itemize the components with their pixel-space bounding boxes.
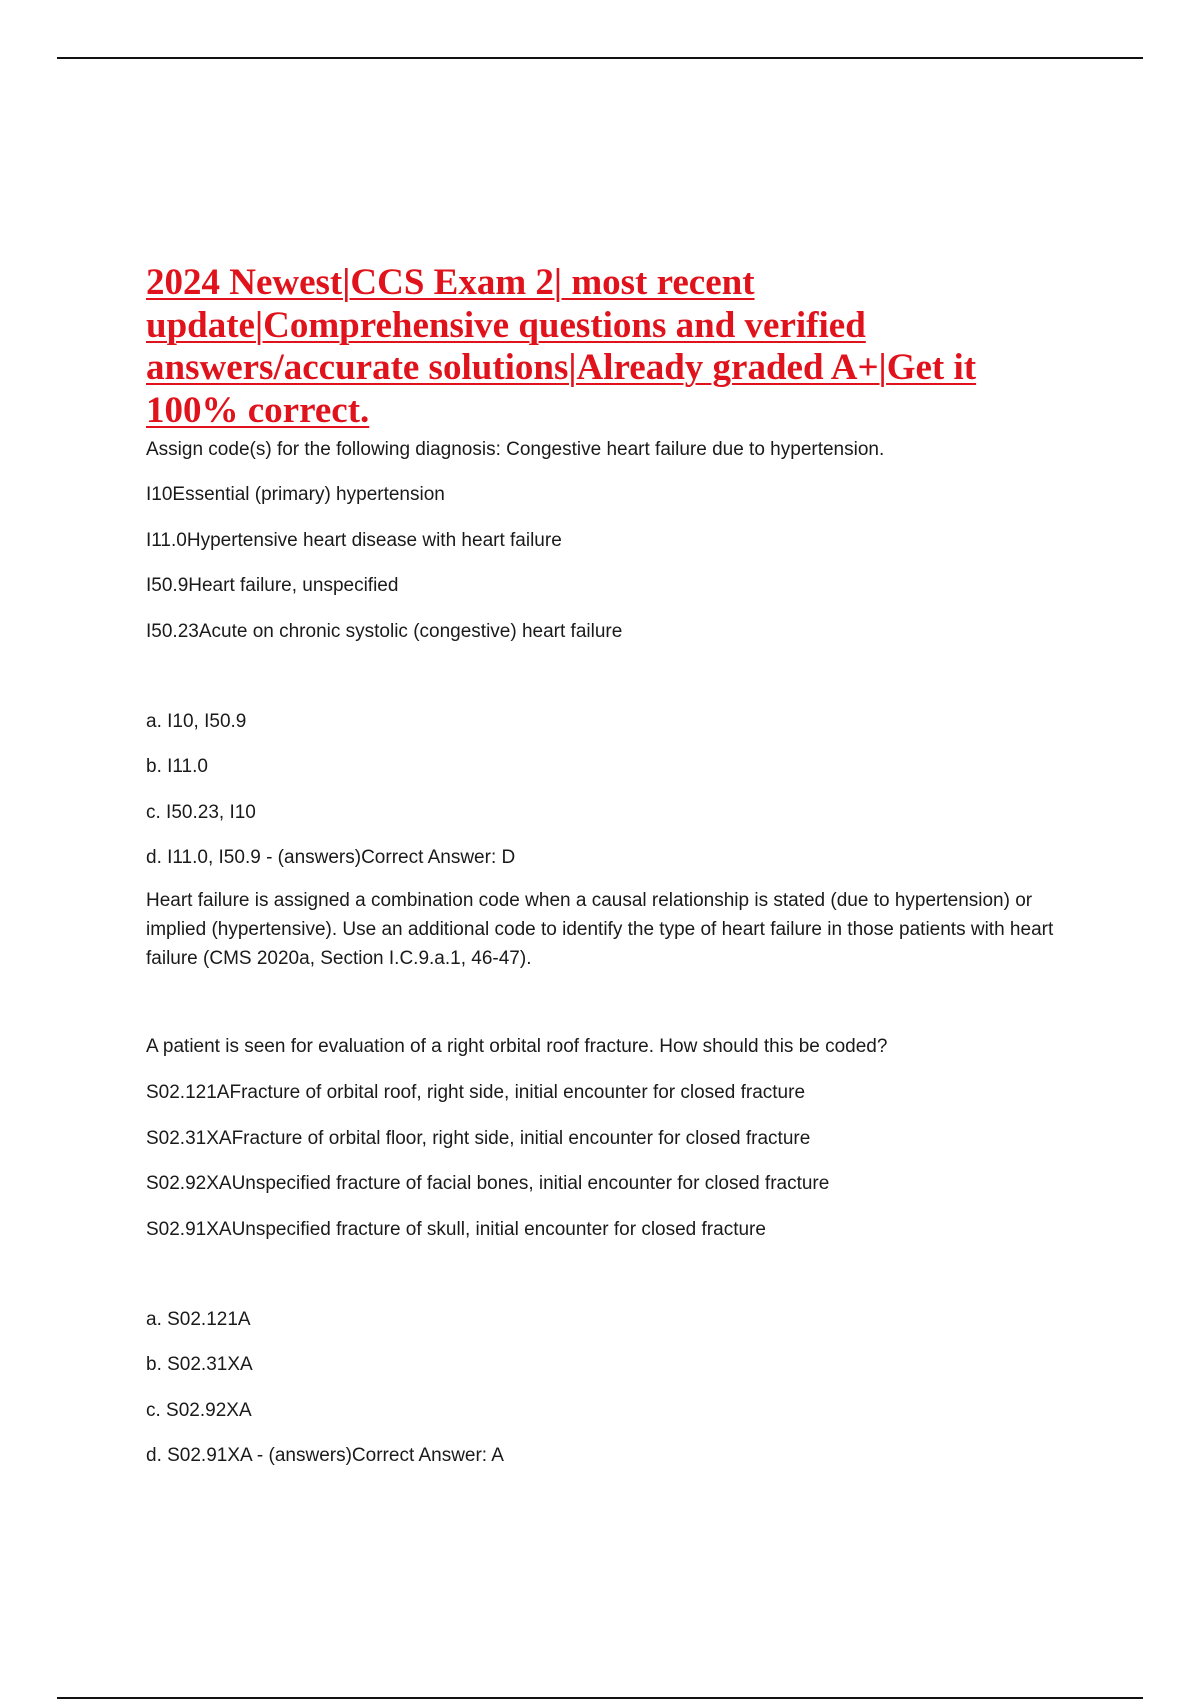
question-prompt: Assign code(s) for the following diagnosis: Congestive heart failure due to hypertension. <box>146 439 885 460</box>
answer-explanation: Heart failure is assigned a combination code when a causal relationship is stated (due to hypertension) or implied (hypertensive). Use an additional code to identify the type of heart failure in those patients with heart failure (CMS 2020a, Section I.C.9.a.1, 46-47). <box>146 890 1054 969</box>
code-line: S02.121AFracture of orbital roof, right side, initial encounter for closed fracture <box>146 1082 806 1103</box>
question-1 <box>146 438 1066 973</box>
code-line: I11.0Hypertensive heart disease with heart failure <box>146 530 562 551</box>
document-title: 2024 Newest|CCS Exam 2| most recent update|Comprehensive questions and verified answers/accurate solutions|Already graded A+|Get it 100% correct. <box>146 262 977 431</box>
bottom-rule <box>57 1697 1143 1699</box>
code-line: I10Essential (primary) hypertension <box>146 484 445 505</box>
answer-option: c. I50.23, I10 <box>146 802 256 823</box>
code-line: S02.31XAFracture of orbital floor, right side, initial encounter for closed fracture <box>146 1128 811 1149</box>
answer-option: b. S02.31XA <box>146 1354 253 1375</box>
answer-option: a. S02.121A <box>146 1309 251 1330</box>
code-line: S02.92XAUnspecified fracture of facial bones, initial encounter for closed fracture <box>146 1173 830 1194</box>
answer-option-correct: d. S02.91XA - (answers)Correct Answer: A <box>146 1445 504 1466</box>
question-prompt: A patient is seen for evaluation of a right orbital roof fracture. How should this be coded? <box>146 1036 888 1057</box>
answer-option: a. I10, I50.9 <box>146 711 247 732</box>
code-line: I50.23Acute on chronic systolic (congestive) heart failure <box>146 621 623 642</box>
answer-option: b. I11.0 <box>146 756 208 777</box>
answer-option-correct: d. I11.0, I50.9 - (answers)Correct Answer: D <box>146 847 516 868</box>
top-rule <box>57 57 1143 59</box>
question-2 <box>146 1035 1066 1468</box>
answer-option: c. S02.92XA <box>146 1400 252 1421</box>
document-body <box>146 262 1066 1468</box>
code-line: I50.9Heart failure, unspecified <box>146 575 399 596</box>
code-line: S02.91XAUnspecified fracture of skull, initial encounter for closed fracture <box>146 1219 766 1240</box>
